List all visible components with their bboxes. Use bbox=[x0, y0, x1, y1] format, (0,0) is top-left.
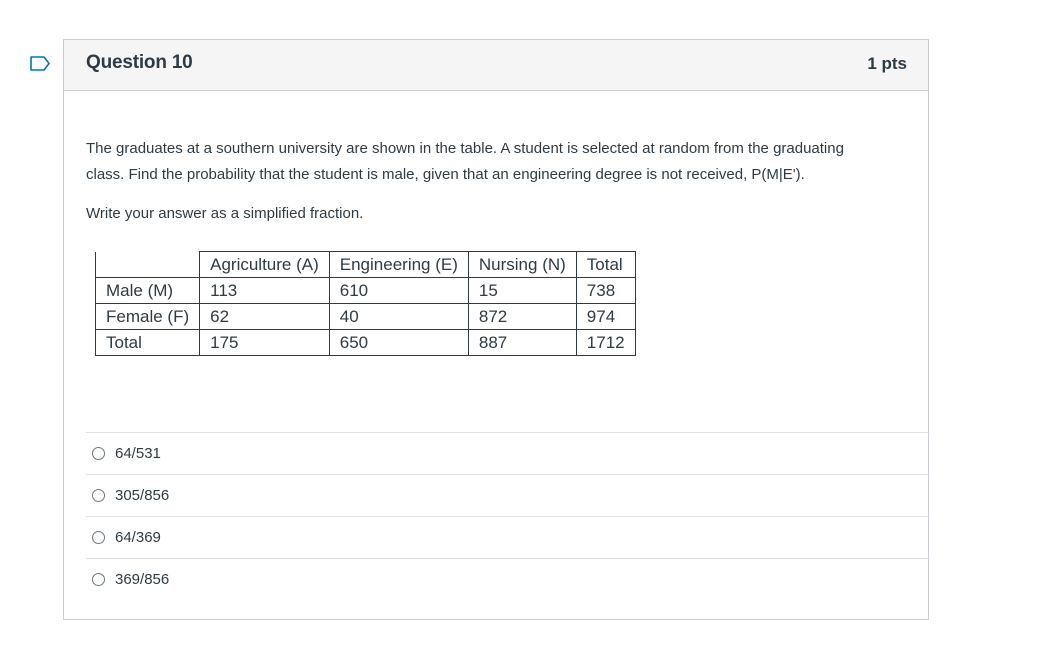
table-header-cell: Nursing (N) bbox=[468, 252, 576, 278]
table-header-cell: Total bbox=[576, 252, 635, 278]
table-cell: 40 bbox=[329, 304, 468, 330]
radio-button[interactable] bbox=[92, 447, 105, 460]
table-header-cell: Agriculture (A) bbox=[200, 252, 330, 278]
radio-button[interactable] bbox=[92, 489, 105, 502]
table-cell: Female (F) bbox=[96, 304, 200, 330]
answer-option[interactable] bbox=[86, 558, 930, 600]
answer-option[interactable] bbox=[86, 474, 930, 516]
table-cell: 738 bbox=[576, 278, 635, 304]
table-cell: 650 bbox=[329, 330, 468, 356]
radio-button[interactable] bbox=[92, 573, 105, 586]
table-header-row bbox=[96, 252, 636, 278]
answer-list bbox=[86, 432, 930, 600]
question-instruction: Write your answer as a simplified fraction. bbox=[86, 205, 364, 222]
table-cell: 610 bbox=[329, 278, 468, 304]
answer-label: 305/856 bbox=[115, 487, 170, 504]
table-cell: 974 bbox=[576, 304, 635, 330]
table-cell: 887 bbox=[468, 330, 576, 356]
flag-question-icon[interactable] bbox=[30, 56, 50, 71]
radio-button[interactable] bbox=[92, 531, 105, 544]
table-header-cell: Engineering (E) bbox=[329, 252, 468, 278]
table-cell: 175 bbox=[200, 330, 330, 356]
table-row bbox=[96, 304, 636, 330]
question-header bbox=[64, 40, 928, 91]
table-row bbox=[96, 330, 636, 356]
answer-label: 64/369 bbox=[115, 529, 161, 546]
table-row bbox=[96, 278, 636, 304]
table-cell: 62 bbox=[200, 304, 330, 330]
question-body bbox=[64, 91, 928, 356]
question-title: Question 10 bbox=[86, 52, 193, 73]
data-table bbox=[95, 251, 636, 356]
table-cell: Male (M) bbox=[96, 278, 200, 304]
answer-option[interactable] bbox=[86, 516, 930, 558]
table-cell: 1712 bbox=[576, 330, 635, 356]
answer-option[interactable] bbox=[86, 432, 930, 474]
question-text: The graduates at a southern university are shown in the table. A student is selected at random from the graduating class. Find the probability that the student is male, given that an engineering degree is not received, P(M|E'). bbox=[86, 140, 844, 183]
question-points: 1 pts bbox=[867, 54, 907, 73]
table-cell: 113 bbox=[200, 278, 330, 304]
table-header-cell bbox=[96, 252, 200, 278]
table-cell: 872 bbox=[468, 304, 576, 330]
answer-label: 64/531 bbox=[115, 445, 161, 462]
answer-label: 369/856 bbox=[115, 571, 170, 588]
table-cell: 15 bbox=[468, 278, 576, 304]
question-card bbox=[63, 39, 929, 620]
table-cell: Total bbox=[96, 330, 200, 356]
